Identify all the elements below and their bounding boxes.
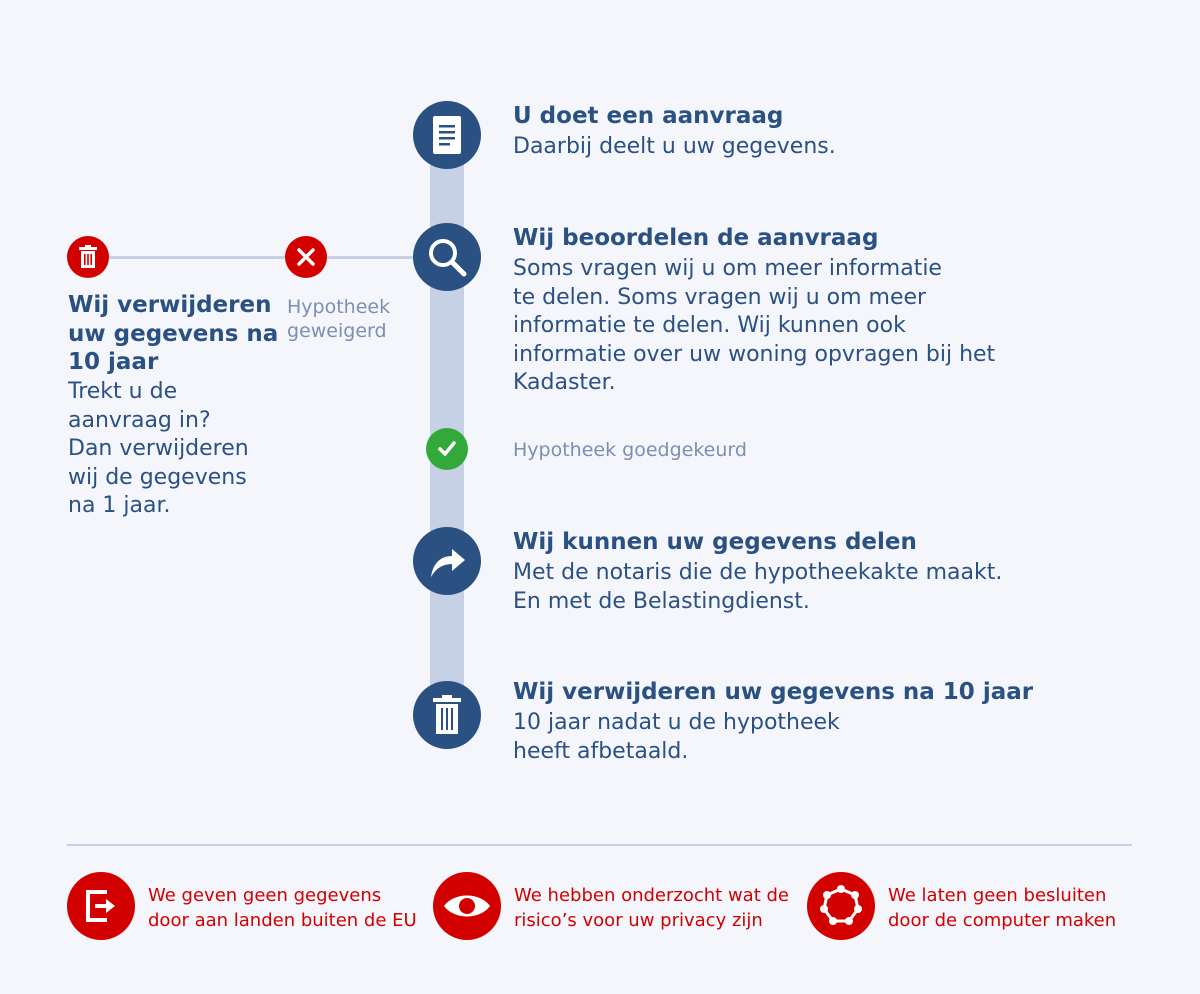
branch-title: Wij verwijderen uw gegevens na 10 jaar xyxy=(68,292,279,375)
rejected-x-icon xyxy=(285,236,327,278)
step-3-description: Met de notaris die de hypotheekakte maakt. En met de Belastingdienst. xyxy=(513,560,1003,614)
step-2-title: Wij beoordelen de aanvraag xyxy=(513,225,879,251)
step-2-description: Soms vragen wij u om meer informatie te delen. Soms vragen wij u om meer informatie te delen. Wij kunnen ook informatie over uw woning opvragen bij het Kadaster. xyxy=(513,256,996,395)
branch-description: Trekt u de aanvraag in? Dan verwijderen wij de gegevens na 1 jaar. xyxy=(68,379,249,518)
network-icon xyxy=(807,872,875,940)
check-icon xyxy=(426,428,468,470)
eye-icon xyxy=(433,872,501,940)
trash-icon xyxy=(413,681,481,749)
step-3-title: Wij kunnen uw gegevens delen xyxy=(513,529,917,555)
export-icon xyxy=(67,872,135,940)
rejected-label: Hypotheek geweigerd xyxy=(287,296,391,342)
share-arrow-icon xyxy=(413,527,481,595)
search-icon xyxy=(413,223,481,291)
footer-text-privacy: We hebben onderzocht wat de risico’s voor uw privacy zijn xyxy=(514,885,789,931)
footer-text-eu: We geven geen gegevens door aan landen buiten de EU xyxy=(148,885,417,931)
trash-icon xyxy=(67,236,109,278)
step-4-description: 10 jaar nadat u de hypotheek heeft afbetaald. xyxy=(513,710,840,764)
footer-text-computer: We laten geen besluiten door de computer maken xyxy=(888,885,1117,931)
branch-line-left xyxy=(88,256,288,259)
divider xyxy=(67,844,1132,846)
document-icon xyxy=(413,101,481,169)
step-1-description: Daarbij deelt u uw gegevens. xyxy=(513,134,836,159)
step-4-title: Wij verwijderen uw gegevens na 10 jaar xyxy=(513,679,1034,705)
step-1-title: U doet een aanvraag xyxy=(513,103,784,129)
approved-label: Hypotheek goedgekeurd xyxy=(513,439,747,461)
